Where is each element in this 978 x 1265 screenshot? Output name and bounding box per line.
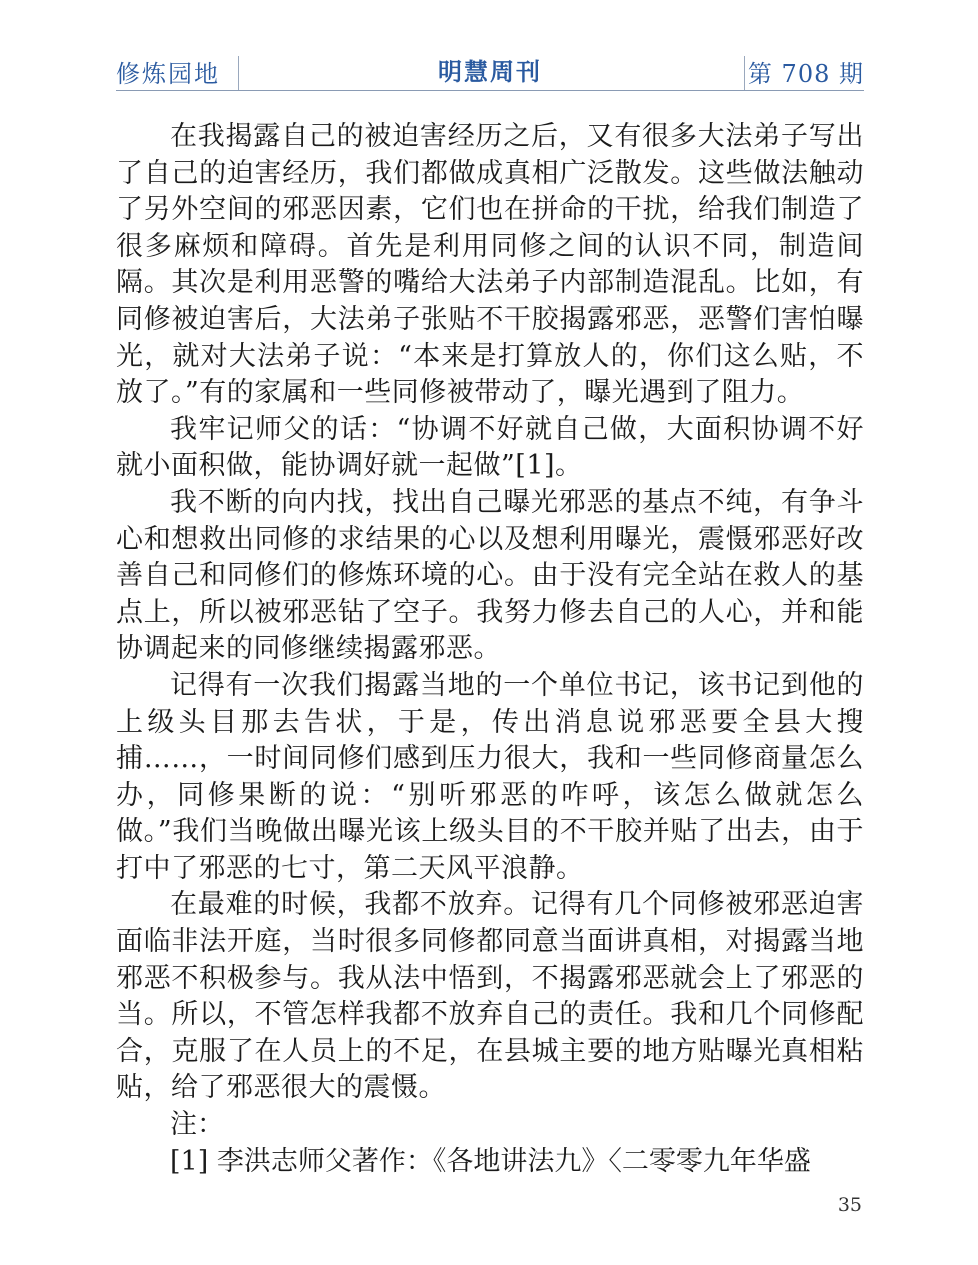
section-title: 修炼园地 bbox=[116, 60, 220, 88]
article-body bbox=[116, 119, 864, 1180]
page-header bbox=[116, 52, 864, 91]
paragraph-2: 我牢记师父的话：“协调不好就自己做，大面积协调不好就小面积做，能协调好就一起做”[1]。 bbox=[116, 413, 864, 482]
paragraph-1: 在我揭露自己的被迫害经历之后，又有很多大法弟子写出了自己的迫害经历，我们都做成真相广泛散发。这些做法触动了另外空间的邪恶因素，它们也在拼命的干扰，给我们制造了很多麻烦和障碍。首先是利用同修之间的认识不同，制造间隔。其次是利用恶警的嘴给大法弟子内部制造混乱。比如，有同修被迫害后，大法弟子张贴不干胶揭露邪恶，恶警们害怕曝光，就对大法弟子说：“本来是打算放人的，你们这么贴，不放了。”有的家属和一些同修被带动了，曝光遇到了阻力。 bbox=[116, 121, 864, 409]
header-divider-right bbox=[744, 56, 745, 90]
paragraph-5: 在最难的时候，我都不放弃。记得有几个同修被邪恶迫害面临非法开庭，当时很多同修都同意当面讲真相，对揭露当地邪恶不积极参与。我从法中悟到，不揭露邪恶就会上了邪恶的当。所以，不管怎样我都不放弃自己的责任。我和几个同修配合，克服了在人员上的不足，在县城主要的地方贴曝光真相粘贴，给了邪恶很大的震慑。 bbox=[116, 889, 864, 1104]
footnote-1: [1] 李洪志师父著作：《各地讲法九》〈二零零九年华盛 bbox=[170, 1145, 811, 1177]
paragraph-3: 我不断的向内找，找出自己曝光邪恶的基点不纯，有争斗心和想救出同修的求结果的心以及想利用曝光，震慑邪恶好改善自己和同修们的修炼环境的心。由于没有完全站在救人的基点上，所以被邪恶钻了空子。我努力修去自己的人心，并和能协调起来的同修继续揭露邪恶。 bbox=[116, 486, 864, 665]
page-number: 35 bbox=[837, 1194, 862, 1216]
paragraph-4: 记得有一次我们揭露当地的一个单位书记，该书记到他的上级头目那去告状，于是，传出消息说邪恶要全县大搜捕……，一时间同修们感到压力很大，我和一些同修商量怎么办，同修果断的说：“别听邪恶的咋呼，该怎么做就怎么做。”我们当晚做出曝光该上级头目的不干胶并贴了出去，由于打中了邪恶的七寸，第二天风平浪静。 bbox=[116, 669, 864, 884]
journal-title: 明慧周刊 bbox=[438, 58, 542, 86]
issue-number: 第 708 期 bbox=[747, 60, 864, 88]
notes-label: 注： bbox=[170, 1109, 224, 1141]
